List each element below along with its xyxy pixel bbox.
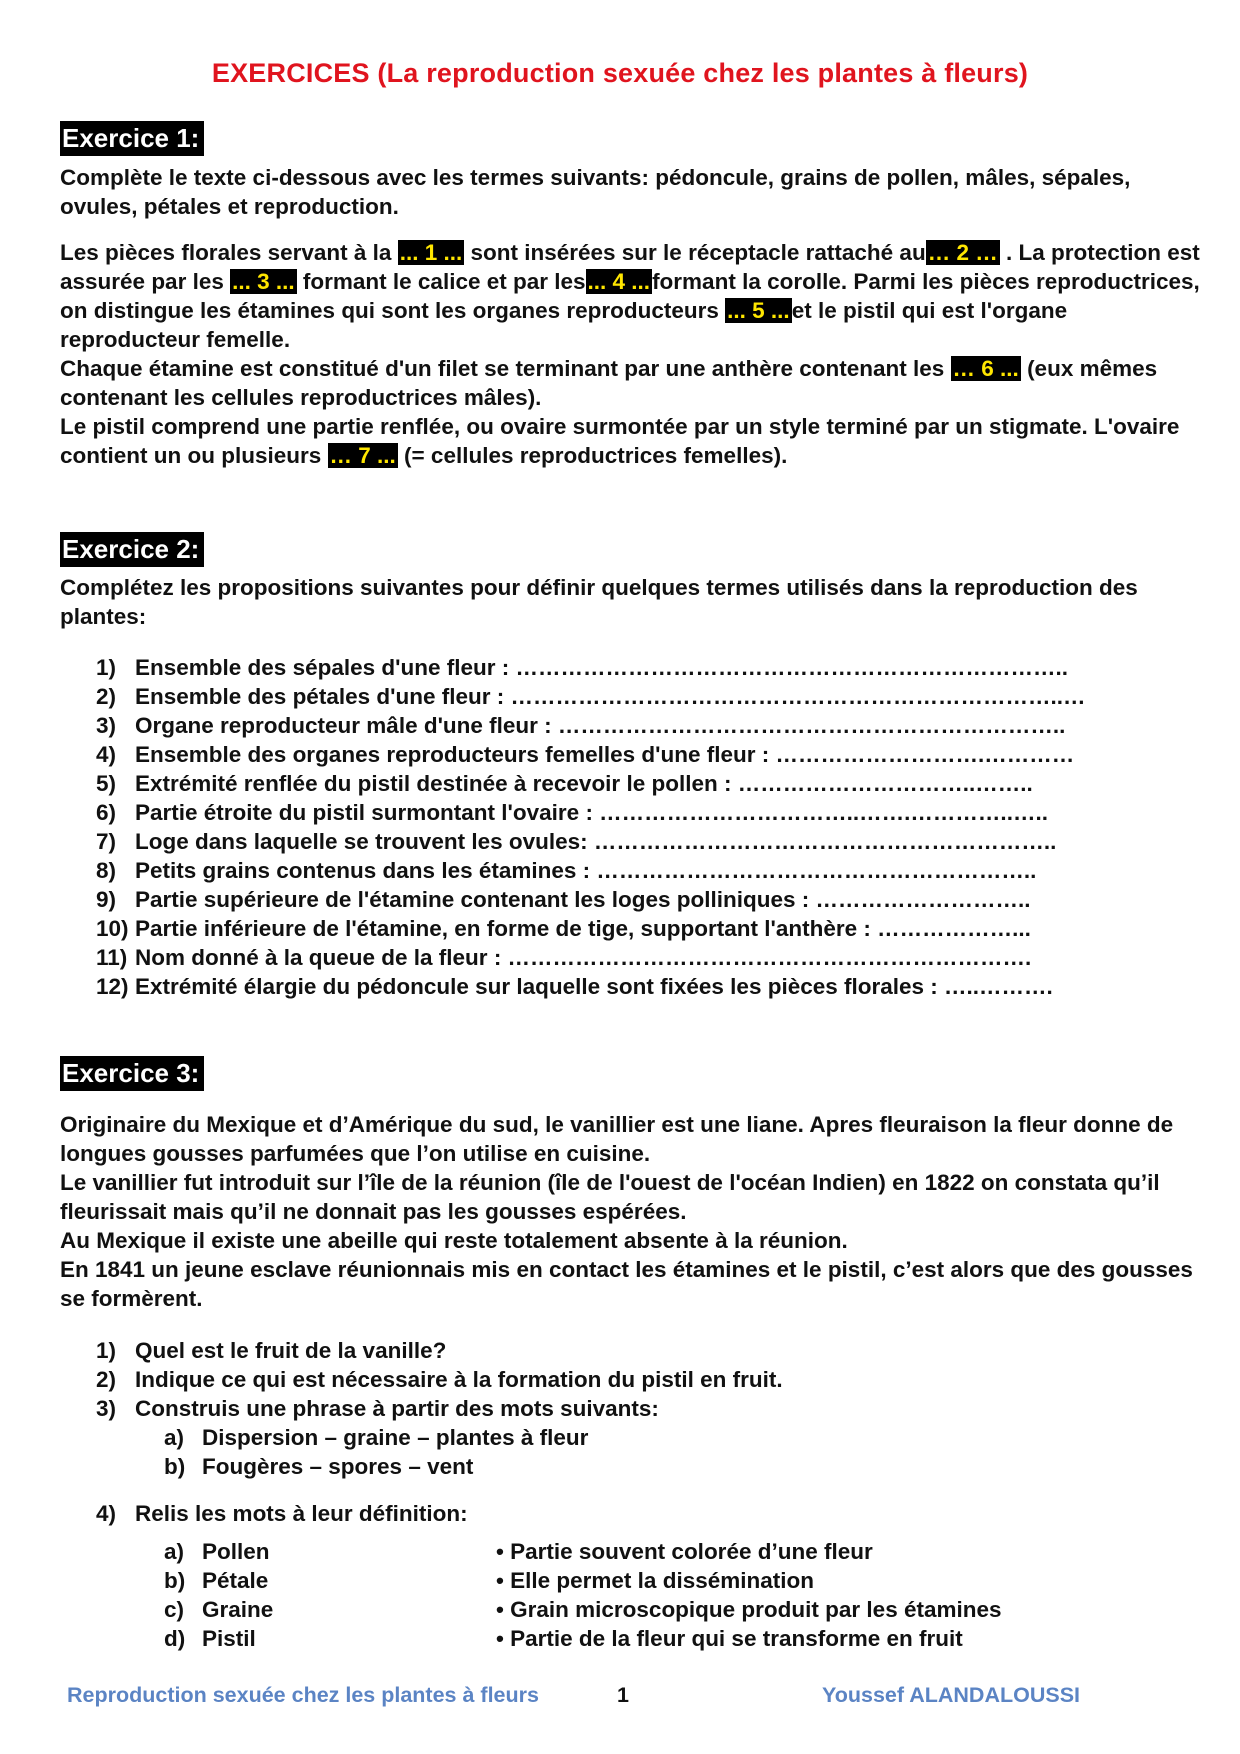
list-item: 7) Loge dans laquelle se trouvent les ovules: ……………………………………………………..	[96, 829, 1057, 854]
blank-6: … 6 ...	[952, 356, 1019, 381]
exercise-2-list	[96, 653, 1176, 1001]
match-definition: • Elle permet la dissémination	[496, 1568, 814, 1593]
list-item: 6) Partie étroite du pistil surmontant l'ovaire : ……………………………..…….…………..…..	[96, 800, 1048, 825]
blank-1: ... 1 ...	[399, 240, 463, 265]
exercise-3-paragraph-2: Le vanillier fut introduit sur l’île de la réunion (île de l'ouest de l'océan Indien) en 1822 on constata qu’il fleurissait mais qu’il ne donnait pas les gousses espérées.	[60, 1170, 1160, 1224]
exercise-3-text	[60, 1110, 1200, 1313]
exercise-2-instruction-text: Complétez les propositions suivantes pour définir quelques termes utilisés dans la reproduction des plantes:	[60, 575, 1138, 629]
list-item: 2) Ensemble des pétales d'une fleur : ………………………………………………………………..…	[96, 684, 1086, 709]
exercise-1-paragraph-2: Chaque étamine est constitué d'un filet se terminant par une anthère contenant les … 6 ... (eux mêmes contenant les cellules reproductrices mâles).	[60, 356, 1158, 410]
sub-question-b: b) Fougères – spores – vent	[164, 1454, 474, 1479]
footer-title: Reproduction sexuée chez les plantes à fleurs	[67, 1683, 539, 1707]
blank-7: … 7 ...	[329, 443, 396, 468]
list-item: 12) Extrémité élargie du pédoncule sur laquelle sont fixées les pièces florales : …..……….	[96, 974, 1053, 999]
sub-question-a: a) Dispersion – graine – plantes à fleur	[164, 1425, 589, 1450]
question-item: 4) Relis les mots à leur définition:	[96, 1501, 468, 1526]
question-item: 2) Indique ce qui est nécessaire à la formation du pistil en fruit.	[96, 1367, 783, 1392]
list-item: 10) Partie inférieure de l'étamine, en forme de tige, supportant l'anthère : ………………...	[96, 916, 1031, 941]
blank-3: ... 3 ...	[232, 269, 295, 294]
footer-author: Youssef ALANDALOUSSI	[822, 1683, 1081, 1707]
match-definition: • Grain microscopique produit par les étamines	[496, 1597, 1002, 1622]
exercise-2-heading: Exercice 2:	[60, 532, 204, 567]
list-item: 9) Partie supérieure de l'étamine contenant les loges polliniques : ………………………..	[96, 887, 1031, 912]
blank-5: ... 5 ...	[727, 298, 790, 323]
exercise-1-instruction-text: Complète le texte ci-dessous avec les termes suivants: pédoncule, grains de pollen, mâles, sépales, ovules, pétales et reproduction.	[60, 165, 1131, 219]
blank-4: ... 4 ...	[587, 269, 651, 294]
list-item: 8) Petits grains contenus dans les étamines : …………………………………………………..	[96, 858, 1037, 883]
exercise-1-instruction	[60, 163, 1200, 221]
match-words	[164, 1537, 273, 1653]
exercise-2-instruction	[60, 573, 1200, 631]
match-word: c) Graine	[164, 1597, 274, 1622]
page-title: EXERCICES (La reproduction sexuée chez les plantes à fleurs)	[211, 58, 1029, 88]
exercise-3-questions	[96, 1336, 1176, 1423]
page-number: 1	[617, 1683, 629, 1707]
list-item: 1) Ensemble des sépales d'une fleur : ………………………………………………………………..	[96, 655, 1068, 680]
exercise-1-paragraph-3: Le pistil comprend une partie renflée, ou ovaire surmontée par un style terminé par un stigmate. L'ovaire contient un ou plusieurs … 7 ... (= cellules reproductrices femelles).	[60, 414, 1180, 468]
question-item: 1) Quel est le fruit de la vanille?	[96, 1338, 447, 1363]
list-item: 5) Extrémité renflée du pistil destinée à recevoir le pollen : …………………………..……..	[96, 771, 1033, 796]
list-item: 3) Organe reproducteur mâle d'une fleur : …………………………………………………………..	[96, 713, 1066, 738]
match-word: a) Pollen	[164, 1539, 270, 1564]
exercise-1-paragraph-1: Les pièces florales servant à la ... 1 ... sont insérées sur le réceptacle rattaché au… 2 … . La protection est assurée par les ... 3 ... formant le calice et par les... 4 ...formant la corolle. Parmi les pièces reproductrices, on distingue les étamines qui sont les organes reproducteurs ... 5 ...et le pistil qui est l'organe reproducteur femelle.	[60, 240, 1200, 352]
question-item: 3) Construis une phrase à partir des mots suivants:	[96, 1396, 659, 1421]
match-definition: • Partie de la fleur qui se transforme en fruit	[496, 1626, 963, 1651]
match-word: d) Pistil	[164, 1626, 256, 1651]
list-item: 4) Ensemble des organes reproducteurs femelles d'une fleur : ……………………….…………	[96, 742, 1075, 767]
exercise-3-paragraph-1: Originaire du Mexique et d’Amérique du sud, le vanillier est une liane. Apres fleuraison la fleur donne de longues gousses parfumées que l’on utilise en cuisine.	[60, 1112, 1174, 1166]
match-word: b) Pétale	[164, 1568, 269, 1593]
exercise-3-question-4	[96, 1499, 1176, 1528]
exercise-1-text	[60, 238, 1200, 470]
exercise-3-heading: Exercice 3:	[60, 1056, 204, 1091]
exercise-3-paragraph-3: Au Mexique il existe une abeille qui reste totalement absente à la réunion.	[60, 1228, 848, 1253]
list-item: 11) Nom donné à la queue de la fleur : …………………………………………………………….	[96, 945, 1032, 970]
match-definitions	[496, 1537, 1002, 1653]
exercise-3-paragraph-4: En 1841 un jeune esclave réunionnais mis en contact les étamines et le pistil, c’est alors que des gousses se formèrent.	[60, 1257, 1193, 1311]
exercise-1-heading: Exercice 1:	[60, 121, 204, 156]
match-definition: • Partie souvent colorée d’une fleur	[496, 1539, 873, 1564]
blank-2: … 2 …	[927, 240, 998, 265]
